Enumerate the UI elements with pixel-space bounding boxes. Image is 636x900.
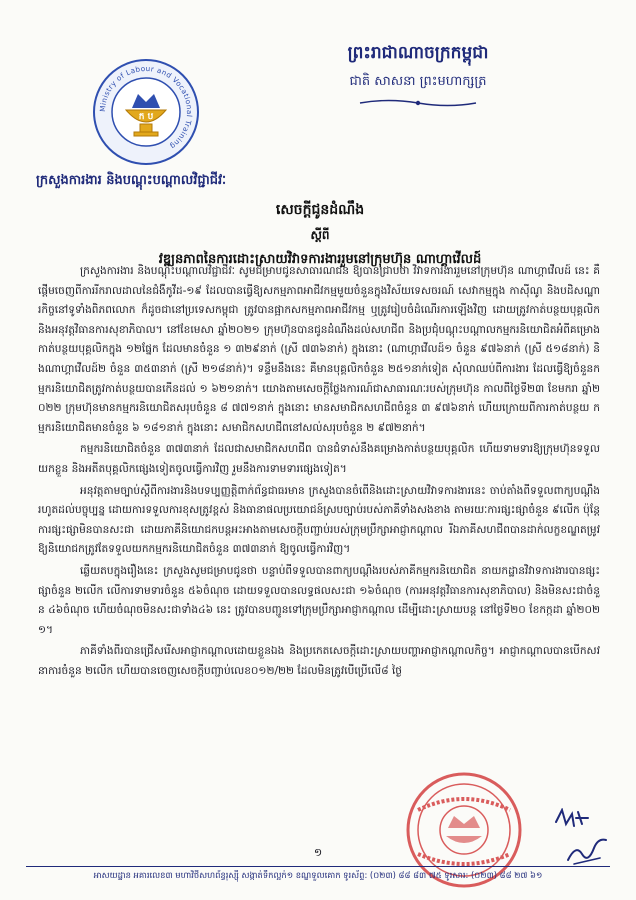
paragraph: ក្រសួងការងារ និងបណ្តុះបណ្តាលវិជ្ជាជីវៈ សូមជម្រាបជូនសាធារណជន ឱ្យបានជ្រាបថា វិវាទការងាររួមនៅក្រុមហ៊ុន ណាហ្គាវើលដ៍ នេះ គឺផ្តើមចេញពីការរីករាលដាលនៃជំងឺកូវីដ-១៩ ដែលបានធ្វើឱ្យសកម្មភាពអាជីវកម្មមួយចំនួនក្នុងវិស័យទេសចរណ៍ សេវាកម្មក្នុង កាស៊ីណូ និងបដិសណ្ឋារកិច្ចនៅទូទាំងពិភពលោក ក៏ដូចជានៅប្រទេសកម្ពុជា ត្រូវបានផ្អាកសកម្មភាពអាជីវកម្ម ឬត្រូវរៀបចំដំណើរការឡើងវិញ ដោយត្រូវកាត់បន្ថយបុគ្គលិក និងអនុវត្តវិធានការសុខាភិបាល។ នៅខែមេសា ឆ្នាំ២០២១ ក្រុមហ៊ុនបានជូនដំណឹងដល់សហជីព និងប្រជុំបណ្តុះបណ្តាលកម្មករនិយោជិតអំពីគម្រោងកាត់បន្ថយបុគ្គលិកក្នុង ១២ផ្នែក ដែលមានចំនួន ១ ៣២៩នាក់ (ស្រី ៧៣៦នាក់) ក្នុងនោះ (ណាហ្គាវើលដ៍១ ចំនួន ៩៧៦នាក់ (ស្រី ៥១៨នាក់) និងណាហ្គាវើលដ៍២ ចំនួន ៣៥៣នាក់ (ស្រី ២១៨នាក់)។ ទន្ទឹមនឹងនេះ គឺមានបុគ្គលិកចំនួន ២៥១នាក់ទៀត សុំលាឈប់ពីការងារ ដែលធ្វើឱ្យចំនួនកម្មករនិយោជិតត្រូវកាត់បន្ថយបានកើនដល់ ១ ៦២១នាក់។ យោងតាមសេចក្តីថ្លែងការណ៍ជាសាធារណៈរបស់ក្រុមហ៊ុន កាលពីថ្ងៃទី២៣ ខែមករា ឆ្នាំ២០២២ ក្រុមហ៊ុនមានកម្មករនិយោជិតសរុបចំនួន ៨ ៧៧១នាក់ ក្នុងនោះ មានសមាជិកសហជីពចំនួន ៣ ៩៧៦នាក់ ហើយក្រោយពីការកាត់បន្ថយ កម្មករនិយោជិតមានចំនួន ៦ ១៨១នាក់ ក្នុងនោះ សមាជិកសហជីពនៅសល់សរុបចំនួន ២ ៩៧២នាក់។ xyxy=(38,265,600,434)
footer-address: អាសយដ្ឋាន អគារលេខ៣ មហាវិថីសហព័ន្ធរុស្ស៊ី សង្កាត់ទឹកល្អក់១ ខណ្ឌទួលគោក ទូរស័ព្ទ: (០២៣) ៨៨ ៨៣ ៧៥ ទូរសារ: (០២៣) ៨៨ ២៧ ៦១ xyxy=(93,870,543,880)
paragraph: ឆ្លើយតបក្នុងរឿងនេះ ក្រសួងសូមជម្រាបជូនថា បន្ទាប់ពីទទួលបានពាក្យបណ្តឹងរបស់ភាគីកម្មករនិយោជិត នាយកដ្ឋានវិវាទការងារបានផ្សះផ្សាចំនួន ២លើក លើការទាមទារចំនួន ៥៦ចំណុច ដោយទទួលបានលទ្ធផលសះជា ១៦ចំណុច (ការអនុវត្តវិធានការសុខាភិបាល) និងមិនសះជាចំនួន ៤៦ចំណុច ហើយចំណុចមិនសះជាទាំង៤៦ នេះ ត្រូវបានបញ្ជូនទៅក្រុមប្រឹក្សាអាជ្ញាកណ្តាល ដើម្បីដោះស្រាយបន្ត នៅថ្ងៃទី២០ ខែកក្កដា ឆ្នាំ២០២១។ xyxy=(38,564,600,636)
ornament-divider-icon xyxy=(358,98,478,108)
kingdom-title: ព្រះរាជាណាចក្រកម្ពុជា xyxy=(347,43,489,63)
letterhead xyxy=(238,42,598,112)
notice-title: សេចក្តីជូនដំណឹង xyxy=(275,202,365,218)
ministry-seal-graphic xyxy=(92,58,200,166)
signature-icon xyxy=(548,808,612,872)
paragraph: កម្មករនិយោជិតចំនួន ៣៧៣នាក់ ដែលជាសមាជិកសហជីព បានជំទាស់នឹងគម្រោងកាត់បន្ថយបុគ្គលិក ហើយទាមទារឱ្យក្រុមហ៊ុនទទួលយកខ្លួន និងអតីតបុគ្គលិកផ្សេងទៀតចូលធ្វើការវិញ រួមនឹងការទាមទារផ្សេងទៀត។ xyxy=(38,443,600,475)
notice-topic: វឌ្ឍនភាពនៃការដោះស្រាយវិវាទការងាររួមនៅក្រុមហ៊ុន ណាហ្គាវើលដ៍ xyxy=(158,252,482,267)
seal-emblem-text: ក ប xyxy=(138,112,154,122)
notice-body xyxy=(38,262,600,683)
notice-heading xyxy=(60,200,580,270)
paragraph: អនុវត្តតាមច្បាប់ស្តីពីការងារនិងបទប្បញ្ញត្តិពាក់ព័ន្ធជាធរមាន ក្រសួងបានចំពើនិងដោះស្រាយវិវាទការងារនេះ ចាប់តាំងពីទទួលពាក្យបណ្តឹងរហូតដល់បច្ចុប្បន្ន ដោយការទទួលការខុសត្រូវខ្ពស់ និងធានាផលប្រយោជន៍ស្របច្បាប់របស់ភាគីទាំងសងខាង តាមរយៈការផ្សះផ្សាចំនួន ៩លើក ប៉ុន្តែការផ្សះផ្សាមិនបានសះជា ដោយភាគីនិយោជកបន្តអះអាងតាមសេចក្តីបញ្ជាប់របស់ក្រុមប្រឹក្សាអាជ្ញាកណ្តាល រីឯភាគីសហជីពបានដាក់លក្ខខណ្ឌតម្រូវឱ្យនិយោជកត្រូវតែទទួលយកកម្មករនិយោជិតចំនួន ៣៧៣នាក់ ឱ្យចូលធ្វើការវិញ។ xyxy=(38,484,600,556)
footer-divider xyxy=(26,866,610,867)
seal-ring-text: Ministry of Labour and Vocational Training xyxy=(97,63,195,152)
ministry-name: ក្រសួងការងារ និងបណ្តុះបណ្តាលវិជ្ជាជីវៈ xyxy=(36,173,227,188)
national-motto: ជាតិ សាសនា ព្រះមហាក្សត្រ xyxy=(349,74,487,89)
paragraph: ភាគីទាំងពីរបានជ្រើសរើសអាជ្ញាកណ្តាលដោយខ្លួនឯង និងប្រកេតសេចក្តីដោះស្រាយបញ្ហាអាជ្ញាកណ្តាលកិច្ច។ អាជ្ញាកណ្តាលបានបើកសវនាការចំនួន ២លើក ហើយបានចេញសេចក្តីបញ្ជាប់លេខ០១២/២២ ដែលមិនត្រូវបើប្រើលើ៨ ថ្ងៃ xyxy=(38,645,600,677)
page-number: ១ xyxy=(313,846,323,859)
notice-subtitle: ស្តីពី xyxy=(310,228,330,242)
ministry-seal xyxy=(92,58,200,166)
